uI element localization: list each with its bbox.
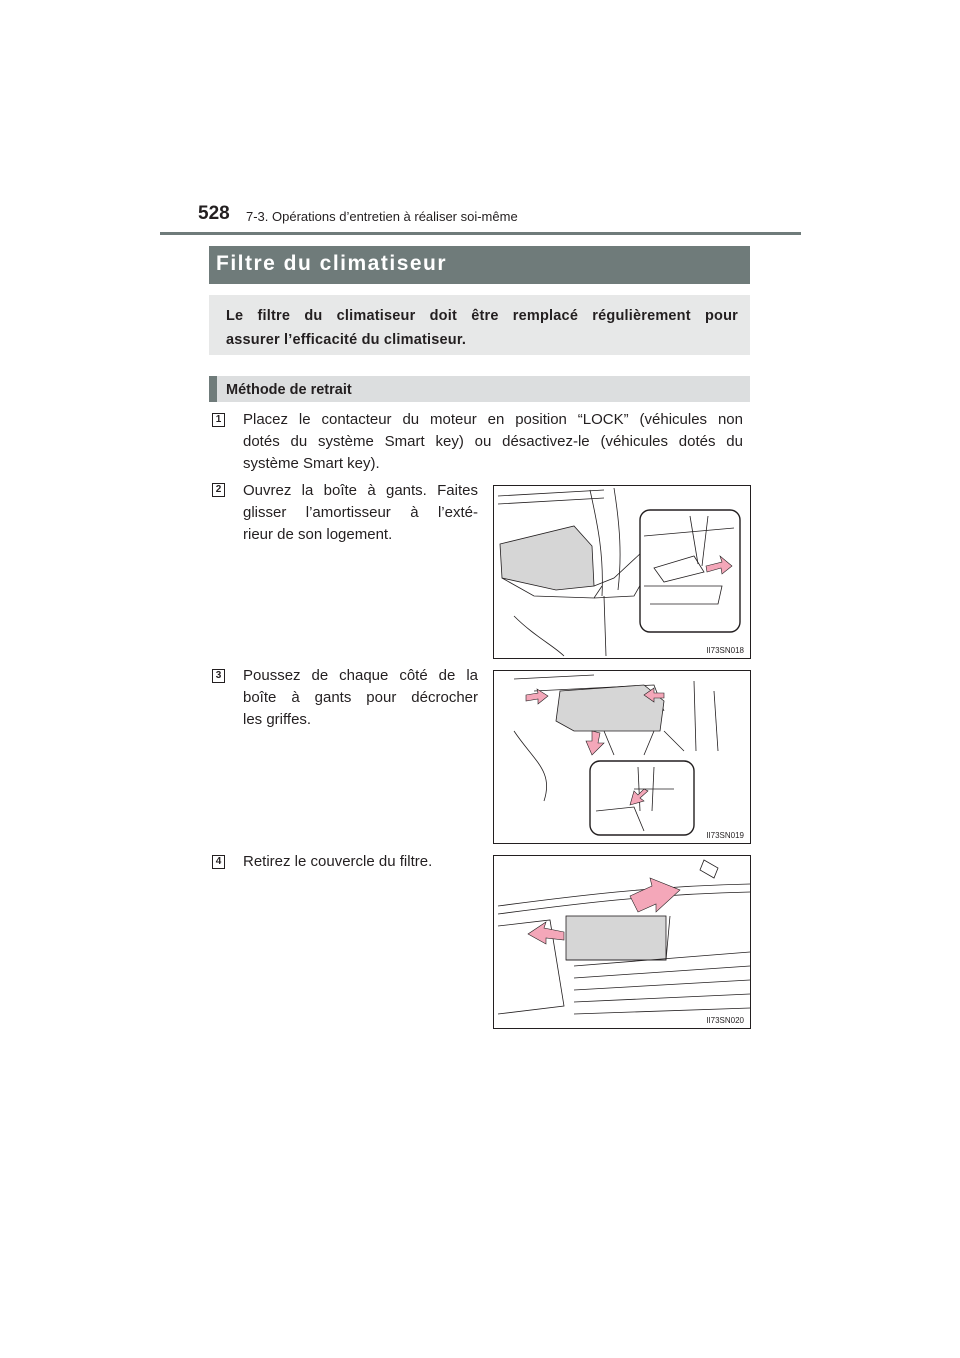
figure-filter-cover: [493, 855, 751, 1029]
step-3-line-2: boîte à gants pour décrocher: [243, 689, 478, 706]
figure-code-4: II73SN020: [706, 1016, 744, 1025]
section-title: Filtre du climatiseur: [216, 252, 448, 275]
step-2-line-3: rieur de son logement.: [243, 526, 393, 543]
step-3-line-3: les griffes.: [243, 711, 312, 728]
step-number-2: 2: [212, 483, 225, 497]
step-number-3: 3: [212, 669, 225, 683]
step-number-1: 1: [212, 413, 225, 427]
figure-code-3: II73SN019: [706, 831, 744, 840]
subsection-accent: [209, 376, 217, 402]
step-3-line-1: Poussez de chaque côté de la: [243, 667, 478, 684]
step-1-line-1: Placez le contacteur du moteur en position “LOCK” (véhicules non: [243, 411, 743, 428]
intro-line-2: assurer l’efficacité du climatiseur.: [226, 332, 467, 348]
figure-code-2: II73SN018: [706, 646, 744, 655]
subsection-title: Méthode de retrait: [226, 382, 352, 398]
intro-line-1: Le filtre du climatiseur doit être remplacé régulièrement pour: [226, 308, 738, 324]
page-number: 528: [198, 203, 230, 224]
step-2-line-1: Ouvrez la boîte à gants. Faites: [243, 482, 478, 499]
step-4-line-1: Retirez le couvercle du filtre.: [243, 853, 433, 870]
header-divider: [160, 232, 801, 235]
glovebox-damper-illustration: [494, 486, 750, 658]
figure-glovebox-claws: [493, 670, 751, 844]
chapter-title: 7-3. Opérations d’entretien à réaliser soi-même: [246, 209, 518, 224]
step-2-line-2: glisser l’amortisseur à l’exté-: [243, 504, 478, 521]
figure-glovebox-damper: [493, 485, 751, 659]
filter-cover-illustration: [494, 856, 750, 1028]
step-number-4: 4: [212, 855, 225, 869]
step-1-line-2: dotés du système Smart key) ou désactivez-le (véhicules dotés du: [243, 433, 743, 450]
step-1-line-3: système Smart key).: [243, 455, 380, 472]
glovebox-claws-illustration: [494, 671, 750, 843]
